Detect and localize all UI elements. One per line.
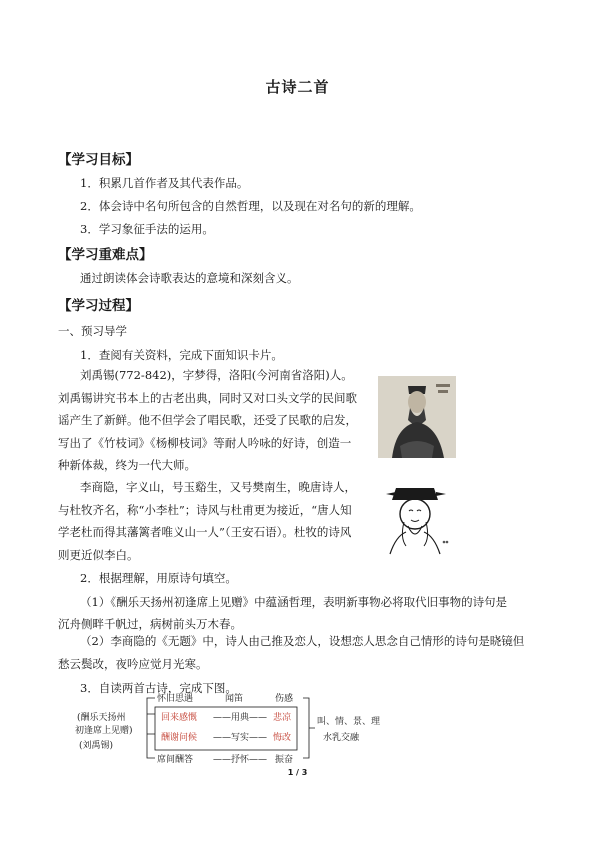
section-heading-process: 【学习过程】	[58, 298, 139, 314]
question-1-text: （1）《酬乐天扬州初逢席上见赠》中蕴涵哲理，表明新事物必将取代旧事物的诗句是	[80, 595, 508, 609]
li-shangyin-sketch	[376, 476, 456, 556]
diagram-right-label: 叫、情、景、理	[317, 717, 381, 727]
diagram-row2-right: 悲凉	[273, 713, 292, 723]
li-shangyin-biography: 李商隐，字义山，号玉谿生，又号樊南生，晚唐诗人，与杜牧齐名，称“小李杜”；诗风与杜甫更为接近，“唐人知学老杜而得其藩篱者唯义山一人”（王安石语）。杜牧的诗风则更近似李白。	[58, 480, 356, 562]
diagram-row2-left: 回来感慨	[161, 713, 198, 723]
diagram-row1-mid: 闻笛	[225, 694, 244, 704]
process-step-2: 2．根据理解，用原诗句填空。	[80, 571, 237, 585]
diagram-row2-mid: ——用典——	[213, 713, 268, 723]
page-number: 1 / 3	[287, 768, 308, 777]
process-part-heading: 一、预习导学	[58, 324, 127, 338]
diagram-row4-mid: ——抒怀——	[213, 755, 268, 765]
diagram-left-label: (酬乐天扬州	[77, 713, 126, 723]
diagram-row4-left: 席间酬答	[157, 755, 194, 765]
diagram-left-label: (刘禹锡)	[79, 741, 114, 751]
goal-item: 3．学习象征手法的运用。	[80, 222, 214, 236]
question-2-text: （2）李商隐的《无题》中，诗人由己推及恋人，设想恋人思念自己情形的诗句是晓镜但愁云鬓改，夜吟应觉月光寒。	[58, 634, 525, 671]
page-title: 古诗二首	[265, 78, 330, 96]
poem-structure-diagram	[75, 690, 381, 765]
diagram-right-bracket	[303, 698, 315, 758]
liu-yuxi-biography: 刘禹锡(772-842)，字梦得，洛阳(今河南省洛阳)人。刘禹锡讲究书本上的古老出典，同时又对口头文学的民间歌谣产生了新鲜。他不但学会了唱民歌，还受了民歌的启发，写出了《竹枝词》《杨柳枝词》等耐人吟咏的好诗，创造一种新体裁，终为一代大师。	[58, 368, 357, 472]
diagram-row3-mid: ——写实——	[213, 733, 268, 743]
diagram-right-label: 水乳交融	[323, 733, 360, 743]
diagram-row1-right: 伤感	[275, 694, 294, 704]
goal-item: 2．体会诗中名句所包含的自然哲理，以及现在对名句的新的理解。	[80, 199, 421, 213]
diagram-bracket	[147, 698, 155, 758]
liu-yuxi-portrait	[378, 376, 456, 458]
diagram-left-label: 初逢席上见赠)	[75, 726, 133, 736]
diagram-row3-left: 酬谢问候	[161, 733, 198, 743]
key-points-text: 通过朗读体会诗歌表达的意境和深刻含义。	[80, 271, 299, 285]
goal-item: 1．积累几首作者及其代表作品。	[80, 176, 249, 190]
diagram-row1-left: 怀旧思遇	[157, 694, 194, 704]
question-1-answer: 沉舟侧畔千帆过，病树前头万木春。	[58, 617, 242, 631]
section-heading-key-points: 【学习重难点】	[58, 247, 153, 263]
diagram-row4-right: 振奋	[275, 755, 294, 765]
diagram-row3-right: 悔改	[273, 733, 292, 743]
process-step-3: 3．自读两首古诗，完成下图。	[80, 681, 237, 695]
process-step-1: 1．查阅有关资料，完成下面知识卡片。	[80, 348, 283, 362]
section-heading-goals: 【学习目标】	[58, 152, 139, 168]
